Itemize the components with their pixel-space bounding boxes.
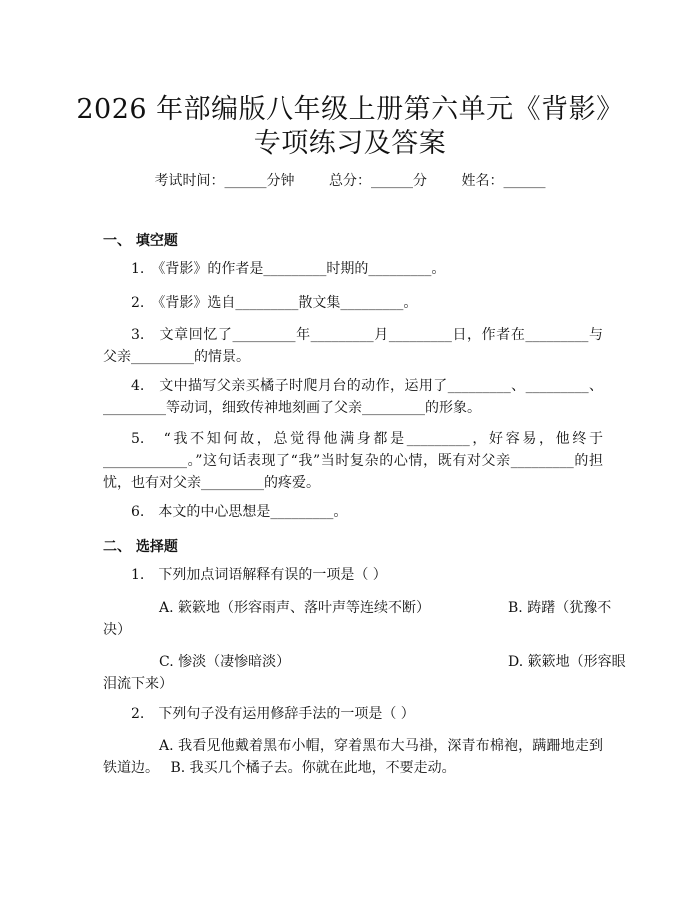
choice-1-option-d-cont: 泪流下来） — [103, 676, 173, 692]
question-3: 3. 文章回忆了_________年_________月_________日，作者在_________与父亲_________的情景。 — [103, 327, 603, 365]
exam-name: 姓名：______ — [461, 173, 546, 189]
choice-1-option-c: C. 惨淡（凄惨暗淡） — [159, 654, 291, 670]
section-fill-in-title: 一、 填空题 — [103, 233, 178, 249]
title-line-1: 2026 年部编版八年级上册第六单元《背影》 — [76, 94, 624, 125]
choice-question-2: 2. 下列句子没有运用修辞手法的一项是（ ） — [131, 706, 415, 722]
question-1: 1. 《背影》的作者是_________时期的_________。 — [131, 261, 446, 277]
choice-1-option-d: D. 簌簌地（形容眼 — [508, 654, 626, 670]
choice-1-option-b: B. 踌躇（犹豫不 — [508, 600, 612, 616]
choice-question-1: 1. 下列加点词语解释有误的一项是（ ） — [131, 567, 387, 583]
choice-1-options-cd — [103, 651, 628, 673]
title-line-2: 专项练习及答案 — [253, 128, 447, 159]
choice-2-options-ab: A. 我看见他戴着黑布小帽，穿着黑布大马褂，深青布棉袍，蹒跚地走到铁道边。 B. 我买几个橘子去。你就在此地，不要走动。 — [103, 738, 603, 776]
question-4: 4. 文中描写父亲买橘子时爬月台的动作，运用了_________、_________、_________等动词，细致传神地刻画了父亲_________的形象。 — [103, 378, 603, 416]
exam-info — [0, 170, 700, 190]
exam-score: 总分：______分 — [329, 173, 427, 189]
choice-1-options-ab — [103, 597, 628, 619]
choice-1-option-b-cont: 决） — [103, 622, 131, 638]
question-6: 6. 本文的中心思想是_________。 — [131, 504, 348, 520]
question-5: 5. “我不知何故，总觉得他满身都是_________，好容易，他终于____________。”这句话表现了“我”当时复杂的心情，既有对父亲_________的担忧，也有对父亲_________的疼爱。 — [103, 431, 603, 491]
choice-1-option-a: A. 簌簌地（形容雨声、落叶声等连续不断） — [159, 600, 431, 616]
section-choice-title: 二、 选择题 — [103, 539, 178, 555]
exam-time: 考试时间：______分钟 — [154, 173, 295, 189]
question-2: 2. 《背影》选自_________散文集_________。 — [131, 295, 418, 311]
